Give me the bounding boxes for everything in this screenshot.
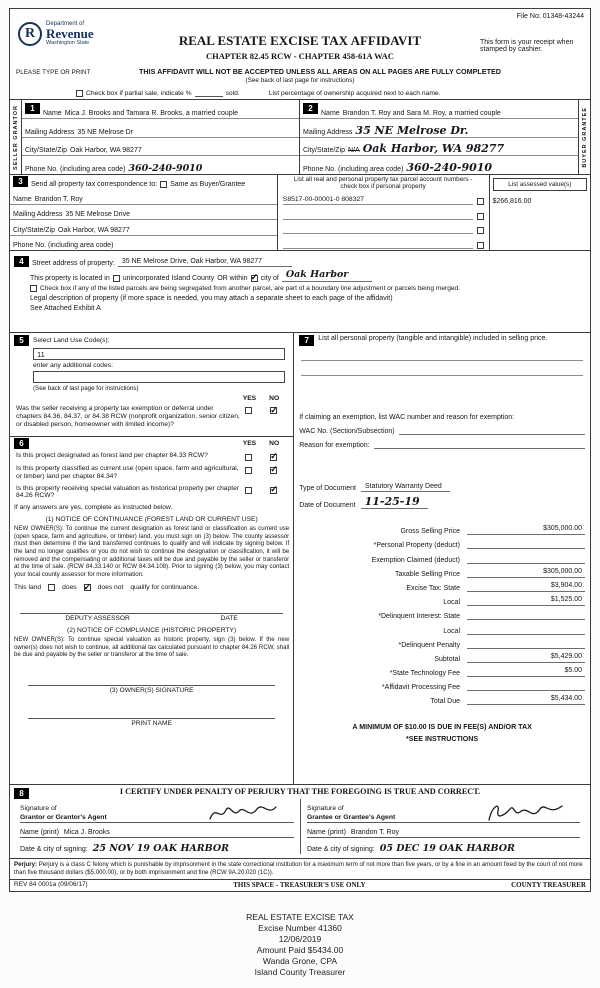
buyer-phone-row: [300, 156, 578, 174]
document-date-row: [299, 496, 585, 509]
buyer-name-row: [300, 100, 578, 119]
legal-description-value: See Attached Exhibit A: [30, 304, 101, 312]
gross-selling-price-value: $305,000.00: [467, 525, 585, 535]
section-7-badge: 7: [299, 335, 314, 346]
legal-description-row: [30, 295, 586, 302]
correspondence-name-row: [10, 189, 277, 204]
segregated-row: [30, 285, 586, 292]
seller-csz-row: [22, 138, 299, 157]
grantor-signature-of-label: Signature of: [20, 805, 57, 813]
grantee-signature: [486, 801, 566, 825]
grantee-name-row: [307, 823, 580, 838]
buyer-csz-strikeout: N/A: [348, 147, 360, 155]
land-use-section: [10, 333, 293, 432]
buyer-name-label: Name: [321, 109, 340, 117]
file-number: File No: 01348-43244: [516, 13, 584, 20]
sold-label: sold.: [225, 89, 240, 97]
s6-q2-no-checkbox[interactable]: [270, 467, 277, 474]
grantor-signature-block: [14, 799, 300, 854]
wac-row: [299, 428, 585, 435]
grantor-date-city-value: 25 NOV 19 OAK HARBOR: [92, 842, 230, 854]
s6-yes-header: YES: [242, 439, 257, 447]
correspondence-phone-row: [10, 236, 277, 250]
same-as-buyer-label: Same as Buyer/Grantee: [170, 181, 246, 189]
partial-sale-checkbox[interactable]: [76, 90, 83, 97]
city-checkbox[interactable]: [251, 275, 258, 282]
pricing-row: Exemption Claimed (deduct): [299, 549, 585, 563]
land-qualify-row: [14, 584, 289, 591]
parcel-2-personal-checkbox[interactable]: [477, 213, 484, 220]
perjury-notice: [10, 858, 590, 879]
parcel-numbers-header: List all real and personal property tax parcel account numbers - check box if personal property: [293, 176, 473, 190]
forest-land-question-row: [14, 451, 289, 462]
grantor-agent-label: Grantor or Grantor's Agent: [20, 813, 107, 821]
seller-section: [10, 100, 300, 174]
personal-property-blank-1[interactable]: [301, 346, 583, 361]
parcel-1-personal-checkbox[interactable]: [477, 198, 484, 205]
stamp-line-3: 12/06/2019: [278, 934, 322, 945]
logo-state-text: Washington State: [46, 40, 90, 46]
reason-label: Reason for exemption:: [299, 442, 370, 449]
county-treasurer-label: COUNTY TREASURER: [511, 880, 586, 889]
correspondence-phone-label: Phone No. (including area code): [13, 242, 114, 250]
section-5-badge: 5: [14, 335, 29, 346]
grantee-signature-row[interactable]: [307, 799, 580, 823]
stamp-line-6: Island County Treasurer: [254, 967, 346, 978]
correspondence-csz-row: [10, 220, 277, 235]
logo-dept-text: Department of: [46, 21, 85, 27]
receipt-note: This form is your receipt when stamped by cashier.: [480, 39, 574, 53]
see-instructions-note: *SEE INSTRUCTIONS: [406, 735, 479, 744]
buyer-section: [300, 100, 590, 174]
land-use-title: Select Land Use Code(s):: [33, 337, 110, 344]
pricing-row: Gross Selling Price $305,000.00: [299, 521, 585, 535]
seller-phone-row: [22, 156, 299, 174]
assessed-value-1: $266,816.00: [492, 198, 532, 205]
seller-phone-label: Phone No. (including area code): [25, 166, 126, 173]
buyer-name-value: Brandon T. Roy and Sara M. Roy, a married couple: [342, 109, 501, 117]
qualify-label: qualify for continuance.: [130, 584, 200, 592]
parcel-row-2: [278, 206, 489, 221]
s5-q1-yes-checkbox[interactable]: [245, 407, 252, 414]
grantor-date-city-row: [20, 838, 294, 854]
buyer-phone-label: Phone No. (including area code): [303, 166, 404, 173]
section-1-badge: 1: [25, 103, 40, 114]
grantee-signature-block: [300, 799, 586, 854]
wac-label: WAC No. (Section/Subsection): [299, 428, 395, 435]
deputy-assessor-label: DEPUTY ASSESSOR: [65, 615, 130, 623]
correspondence-row: [10, 175, 277, 189]
additional-codes-box[interactable]: [33, 371, 285, 383]
seller-address-label: Mailing Address: [25, 128, 75, 136]
section-2-badge: 2: [303, 103, 318, 114]
pricing-row: *State Technology Fee $5.00: [299, 663, 585, 677]
pricing-row: *Personal Property (deduct): [299, 535, 585, 549]
section-8-badge: 8: [14, 788, 29, 799]
additional-codes-label: enter any additional codes:: [33, 362, 113, 369]
parcel-number-4[interactable]: [283, 247, 473, 249]
s5-no-header: NO: [269, 395, 280, 402]
seller-name-value: Mica J. Brooks and Tamara R. Brooks, a married couple: [64, 109, 239, 117]
parcel-3-personal-checkbox[interactable]: [477, 227, 484, 234]
land-use-code-box[interactable]: [33, 348, 285, 360]
personal-property-deduct-value[interactable]: [467, 539, 585, 549]
current-use-question: Is this property classified as current use (open space, farm and agricultural, or timber) land per chapter 84.34?: [16, 464, 239, 480]
legal-description-value-row: [30, 305, 586, 312]
reason-row: [299, 442, 585, 449]
segregated-checkbox[interactable]: [30, 285, 37, 292]
document-type-value: Statutory Warranty Deed: [361, 483, 450, 492]
parcel-number-2[interactable]: [283, 218, 473, 220]
pricing-row: Local: [299, 620, 585, 634]
property-address-section: [10, 250, 590, 332]
claiming-exemption-label: If claiming an exemption, list WAC number and reason for exemption:: [299, 414, 515, 421]
wac-input[interactable]: [399, 434, 585, 435]
correspondence-name-label: Name: [13, 195, 32, 203]
parties-section: [10, 99, 590, 174]
stamp-line-1: REAL ESTATE EXCISE TAX: [246, 912, 354, 922]
revenue-logo-icon: R: [18, 22, 42, 46]
parcel-row-3: [278, 221, 489, 236]
forest-land-question: Is this project designated as forest land per chapter 84.33 RCW?: [16, 451, 208, 459]
correspondence-address-value: 35 NE Melrose Drive: [65, 211, 130, 219]
assessed-value-header: List assessed value(s): [493, 178, 588, 191]
does-label: does: [62, 584, 77, 592]
stamp-line-2: Excise Number 41360: [258, 923, 342, 934]
land-use-code-value: 11: [37, 349, 45, 359]
buyer-phone-value: 360-240-9010: [406, 161, 493, 174]
state-technology-fee-value: $5.00: [467, 667, 585, 677]
land-does-checkbox[interactable]: [48, 584, 55, 591]
stamp-line-5: Wanda Grone, CPA: [262, 956, 338, 967]
minimum-fee-note: A MINIMUM OF $10.00 IS DUE IN FEE(S) AND/OR TAX: [352, 723, 532, 732]
s6-q3-yes-checkbox[interactable]: [245, 487, 252, 494]
grantor-name-value: Mica J. Brooks: [63, 829, 110, 836]
seller-csz-value: Oak Harbor, WA 98277: [70, 147, 142, 155]
delinquent-penalty-value[interactable]: [467, 639, 585, 649]
correspondence-name-value: Brandon T. Roy: [34, 195, 83, 203]
parcel-row-4: [278, 235, 489, 250]
street-address-label: Street address of property:: [32, 260, 115, 267]
personal-property-blank-2[interactable]: [301, 361, 583, 376]
buyer-address-label: Mailing Address: [303, 128, 353, 136]
s5-q1-no-checkbox[interactable]: [270, 407, 277, 414]
street-address-row: [14, 256, 586, 267]
date-label: DATE: [220, 615, 238, 623]
acceptance-warning: THIS AFFIDAVIT WILL NOT BE ACCEPTED UNLESS ALL AREAS ON ALL PAGES ARE FULLY COMPLETED: [139, 67, 501, 76]
grantee-signature-of-label: Signature of: [307, 805, 344, 813]
notice-compliance-body: NEW OWNER(S): To continue special valuation as historic property, sign (3) below. If the new owner(s) does not wish to continue, all additional tax calculated pursuant to chapter 84.26 RCW, shall be due and payable by the seller or transferor at the time of sale.: [14, 636, 290, 659]
excise-tax-state-value: $3,904.00: [467, 582, 585, 592]
pricing-row: Local $1,525.00: [299, 592, 585, 606]
grantee-name-value: Brandon T. Roy: [350, 829, 400, 836]
seller-address-row: [22, 119, 299, 138]
this-land-label: This land: [14, 584, 42, 592]
logo-revenue-text: Revenue: [46, 26, 94, 41]
s6-q2-yes-checkbox[interactable]: [245, 467, 252, 474]
does-not-label: does not: [97, 584, 124, 592]
correspondence-csz-value: Oak Harbor, WA 98277: [58, 226, 130, 234]
parcel-row-1: [278, 191, 489, 206]
buyer-address-row: [300, 119, 578, 138]
rev-number: REV 84 0001a (09/06/17): [14, 881, 88, 889]
s6-no-header: NO: [269, 439, 280, 447]
print-name-line[interactable]: PRINT NAME: [28, 718, 275, 727]
document-type-row: [299, 483, 585, 492]
correspondence-csz-label: City/State/Zip: [13, 226, 56, 234]
owners-signature-line[interactable]: (3) OWNER(S) SIGNATURE: [28, 685, 275, 694]
pricing-row: *Delinquent Interest: State: [299, 606, 585, 620]
buyer-csz-row: [300, 138, 578, 157]
document-type-label: Type of Document: [299, 485, 356, 492]
partial-sale-label: Check box if partial sale, indicate %: [86, 89, 192, 97]
land-does-not-checkbox[interactable]: [84, 584, 91, 591]
section-3-badge: 3: [13, 176, 28, 187]
section-4-badge: 4: [14, 256, 29, 267]
document-date-label: Date of Document: [299, 502, 356, 509]
parcel-number-1: S8517-00-00001-0 808327: [283, 196, 473, 205]
parcel-number-3[interactable]: [283, 232, 473, 234]
buyer-csz-value: Oak Harbor, WA 98277: [362, 142, 505, 156]
s6-q1-no-checkbox[interactable]: [270, 454, 277, 461]
revenue-logo: [18, 21, 94, 46]
exemption-claimed-value[interactable]: [467, 554, 585, 564]
subtotal-value: $5,429.00: [467, 653, 585, 663]
pricing-row: Excise Tax: State $3,904.00: [299, 578, 585, 592]
delinquent-interest-local-value[interactable]: [467, 625, 585, 635]
tax-correspondence-section: [10, 174, 590, 250]
notice-continuance-body: NEW OWNER(S): To continue the current designation as forest land or classification as current use (open space, farm and agriculture, or timber) land, you must sign on (3) below. The county assessor must then determine if the land transferred continues to qualify and will indicate by signing below. If the land no longer qualifies or you do not wish to continue the designation or classification, it will be removed and the compensating or additional taxes will be due and payable by the seller or transferor at the time of sale. (RCW 84.33.140 or RCW 84.34.108). Prior to signing (3) below, you may contact your local county assessor for more information.: [14, 525, 290, 578]
grantor-name-print-label: Name (print): [20, 829, 59, 836]
form-footer: [10, 879, 590, 891]
grantee-date-city-value: 05 DEC 19 OAK HARBOR: [379, 842, 515, 854]
seller-name-label: Name: [43, 109, 62, 117]
seller-phone-value: 360-240-9010: [128, 162, 203, 174]
street-address-value: 35 NE Melrose Drive, Oak Harbor, WA 98277: [118, 258, 292, 267]
seller-side-label: SELLER GRANTOR: [10, 100, 22, 174]
form-chapter: CHAPTER 82.45 RCW - CHAPTER 458-61A WAC: [206, 51, 394, 61]
s5-see-back-note: (See back of last page for instructions): [33, 385, 139, 392]
forest-land-section: [10, 436, 293, 784]
deputy-assessor-line: [20, 613, 283, 622]
s6-q3-no-checkbox[interactable]: [270, 487, 277, 494]
notice-compliance-title: (2) NOTICE OF COMPLIANCE (HISTORIC PROPERTY): [67, 627, 237, 635]
correspondence-address-label: Mailing Address: [13, 211, 63, 219]
grantor-date-city-label: Date & city of signing:: [20, 846, 88, 853]
city-of-label: city of: [260, 274, 279, 282]
pricing-row: Subtotal $5,429.00: [299, 649, 585, 663]
exemption-question-row: [14, 404, 289, 430]
segregated-label: Check box if any of the listed parcels are being segregated from another parcel, are part of a boundary line adjustment or parcels being merged.: [40, 284, 461, 292]
buyer-csz-label: City/State/Zip: [303, 147, 346, 155]
unincorporated-checkbox[interactable]: [113, 275, 120, 282]
section-6-badge: 6: [14, 438, 29, 449]
unincorporated-label: unincorporated Island County: [122, 274, 215, 282]
pricing-row: *Affidavit Processing Fee: [299, 677, 585, 691]
grantee-date-city-row: [307, 838, 580, 854]
historic-property-question-row: [14, 484, 289, 502]
grantor-signature-row[interactable]: [20, 799, 294, 823]
affidavit-processing-fee-value[interactable]: [467, 681, 585, 691]
same-as-buyer-checkbox[interactable]: [160, 181, 167, 188]
excise-tax-local-value: $1,525.00: [467, 596, 585, 606]
certification-section: [10, 784, 590, 858]
correspondence-address-row: [10, 205, 277, 220]
grantee-date-city-label: Date & city of signing:: [307, 846, 375, 853]
pricing-table: [299, 521, 585, 705]
perjury-body: Perjury is a class C felony which is punishable by imprisonment in the state correctional institution for a maximum term of not more than five years, or by a fine in an amount fixed by the court of not more than five thousand dollars ($5,000.00), or by both imprisonment and fine (RCW 9A.20.020 (1C)).: [14, 861, 583, 876]
main-columns: [10, 332, 590, 784]
stamp-line-4: Amount Paid $5434.00: [256, 945, 344, 956]
property-location-row: [30, 270, 586, 282]
form-title: REAL ESTATE EXCISE TAX AFFIDAVIT: [178, 33, 422, 48]
buyer-side-label: BUYER GRANTEE: [578, 100, 590, 174]
treasurer-stamp: [0, 912, 600, 978]
grantee-name-print-label: Name (print): [307, 829, 346, 836]
pricing-row: *Delinquent Penalty: [299, 635, 585, 649]
ownership-note: List percentage of ownership acquired next to each name.: [268, 89, 441, 97]
historic-property-question: Is this property receiving special valuation as historical property per chapter 84.26 RCW?: [16, 484, 240, 500]
answers-yes-note: If any answers are yes, complete as instructed below.: [14, 504, 173, 512]
total-due-value: $5,434.00: [467, 695, 585, 705]
delinquent-interest-state-value[interactable]: [467, 610, 585, 620]
document-date-value: 11-25-19: [361, 496, 428, 509]
personal-property-section: [294, 333, 590, 784]
seller-csz-label: City/State/Zip: [25, 147, 68, 155]
parcel-4-personal-checkbox[interactable]: [477, 242, 484, 249]
grantor-signature: [206, 801, 280, 825]
perjury-label: Perjury:: [14, 861, 38, 868]
current-use-question-row: [14, 464, 289, 482]
buyer-address-value: 35 NE Melrose Dr.: [355, 123, 469, 137]
treasurer-space-label: THIS SPACE - TREASURER'S USE ONLY: [233, 880, 366, 889]
partial-percent-input[interactable]: [195, 89, 223, 97]
exemption-question-text: Was the seller receiving a property tax exemption or deferral under chapters 84.36, 84.37, or 84.38 RCW (nonprofit organization, senior citizen, or disabled person, homeowner with limited income)?: [16, 405, 240, 428]
pricing-row: Taxable Selling Price $305,000.00: [299, 564, 585, 578]
see-back-note: (See back of last page for instructions): [245, 77, 355, 84]
please-type-note: PLEASE TYPE OR PRINT: [16, 69, 91, 76]
or-within-label: OR within: [217, 274, 248, 282]
send-correspondence-label: Send all property tax correspondence to:: [31, 181, 158, 189]
partial-sale-row: [76, 89, 586, 97]
certification-statement: I CERTIFY UNDER PENALTY OF PERJURY THAT THE FOREGOING IS TRUE AND CORRECT.: [119, 787, 481, 796]
pricing-row: Total Due $5,434.00: [299, 691, 585, 705]
affidavit-form: [9, 8, 591, 892]
located-pre-label: This property is located in: [30, 274, 110, 282]
grantee-agent-label: Grantee or Grantee's Agent: [307, 813, 396, 821]
s5-yes-header: YES: [242, 395, 257, 402]
taxable-selling-price-value: $305,000.00: [467, 568, 585, 578]
form-header: [10, 9, 590, 99]
seller-address-value: 35 NE Melrose Dr: [77, 128, 134, 136]
city-value: Oak Harbor: [282, 270, 372, 282]
personal-property-label: List all personal property (tangible and intangible) included in selling price.: [318, 335, 548, 342]
s6-q1-yes-checkbox[interactable]: [245, 454, 252, 461]
notice-continuance-title: (1) NOTICE OF CONTINUANCE (FOREST LAND OR CURRENT USE): [45, 516, 258, 524]
legal-description-label: Legal description of property (if more space is needed, you may attach a separate sheet to each page of the affidavit): [30, 294, 393, 302]
grantor-name-row: [20, 823, 294, 838]
seller-name-row: [22, 100, 299, 119]
